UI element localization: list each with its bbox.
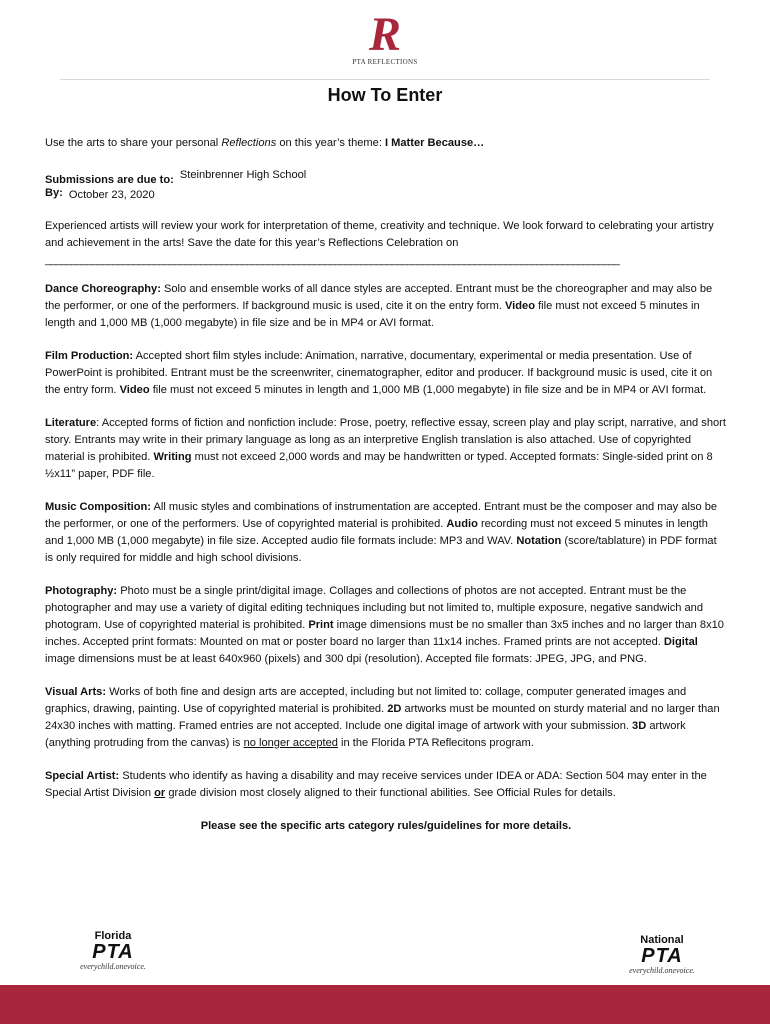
footer-bar (0, 985, 770, 1024)
intro-text: Use the arts to share your personal (45, 137, 222, 149)
intro-text-2: on this year’s theme: (276, 137, 385, 149)
document-body (45, 135, 727, 835)
photography-bold-2: Digital (663, 636, 698, 648)
intro-italic: Reflections (221, 137, 277, 149)
submissions-value: Steinbrenner High School (179, 169, 307, 181)
experienced-paragraph: Experienced artists will review your work for interpretation of theme, creativity and technique. We look forward to celebrating your artistry and achievement in the arts! Save the date for this year’s Reflections Celebration on (45, 220, 714, 249)
fill-in-line: _______________________________________________________________________________________________________________ (45, 254, 619, 266)
florida-pta-mark: PTA (92, 941, 134, 963)
dance-text-2: file must not exceed 5 minutes in length and 1,000 MB (1,000 megabyte) in file size and be in MP4 or AVI format. (45, 300, 700, 329)
film-text-2: file must not exceed 5 minutes in length and 1,000 MB (1,000 megabyte) in file size and be in MP4 or AVI format. (149, 384, 707, 396)
dance-bold: Video (504, 300, 535, 312)
film-bold: Video (119, 384, 150, 396)
photography-section (45, 583, 727, 668)
header-divider (60, 79, 710, 80)
literature-bold: Writing (153, 451, 192, 463)
photography-text: Photo must be a single print/digital image. Collages and collections of photos are not accepted. Entrant must be the photographer and may use a variety of digital editing techniques including but not limited to, multiple exposure, negative sandwich and photogram. Use of copyrighted material is prohibited. (45, 585, 704, 631)
special-artist-text: Students who identify as having a disability and may receive services under IDEA or ADA: Section 504 may enter in the Special Artist Division (45, 770, 707, 799)
special-artist-label: Special Artist: (45, 770, 120, 782)
visual-arts-text-4: in the Florida PTA Reflecitons program. (337, 737, 534, 749)
theme: I Matter Because… (384, 137, 485, 149)
photography-label: Photography: (45, 585, 118, 597)
music-label: Music Composition: (45, 501, 152, 513)
dance-section (45, 281, 727, 332)
florida-pta-state: Florida (94, 930, 132, 942)
visual-arts-text: Works of both fine and design arts are accepted, including but not limited to: collage, computer generated images and graphics, drawing, painting. Use of copyrighted material is prohibited. (45, 686, 687, 715)
due-date-row (45, 185, 727, 202)
reflections-logo-mark: R (368, 8, 401, 61)
music-bold-2: Notation (516, 535, 562, 547)
florida-pta-logo (73, 930, 153, 971)
music-text: All music styles and combinations of instrumentation are accepted. Entrant must be the composer and may also be the performer, or one of the performers. Use of copyrighted material is prohibited. (45, 501, 718, 530)
film-text: Accepted short film styles include: Animation, narrative, documentary, experimental or media presentation. Use of PowerPoint is prohibited. Entrant must be the screenwriter, cinematographer, editor and producer. If background music is used, cite it on the entry form. (45, 350, 713, 396)
visual-arts-section (45, 684, 727, 752)
special-artist-text-2: grade division most closely aligned to their functional abilities. See Official Rules for details. (165, 787, 616, 799)
dance-label: Dance Choreography: (45, 283, 161, 295)
florida-pta-tagline: everychild.onevoice. (80, 962, 146, 971)
dance-text: Solo and ensemble works of all dance styles are accepted. Entrant must be the choreographer and may also be the performer, or one of the performers. If background music is used, cite it on the entry form. (45, 283, 713, 312)
intro-paragraph (45, 135, 727, 152)
visual-arts-text-3: artwork (anything protruding from the canvas) is (45, 720, 686, 749)
national-pta-mark: PTA (641, 945, 683, 967)
page-title: How To Enter (327, 85, 443, 105)
film-label: Film Production: (45, 350, 134, 362)
visual-arts-bold: 2D (387, 703, 402, 715)
closing-note: Please see the specific arts category rules/guidelines for more details. (200, 820, 572, 832)
literature-text-2: must not exceed 2,000 words and may be handwritten or typed. Accepted formats: Single-sided print on 8 ½x11” paper, PDF file. (45, 451, 713, 480)
reflections-logo-text: PTA REFLECTIONS (352, 58, 418, 66)
special-artist-underline: or (154, 787, 166, 799)
reflections-logo (348, 10, 422, 66)
visual-arts-label: Visual Arts: (45, 686, 107, 698)
special-artist-section (45, 768, 727, 802)
submissions-label: Submissions are due to: (45, 174, 174, 186)
music-text-3: (score/tablature) in PDF format is only required for middle and high school divisions. (45, 535, 717, 564)
music-section (45, 499, 727, 567)
visual-arts-underline: no longer accepted (243, 737, 338, 749)
national-pta-logo (622, 934, 702, 975)
national-pta-tagline: everychild.onevoice. (629, 966, 695, 975)
literature-section (45, 415, 727, 483)
film-section (45, 348, 727, 399)
national-pta-state: National (640, 934, 684, 946)
literature-label: Literature (45, 417, 97, 429)
by-value: October 23, 2020 (68, 189, 155, 201)
literature-text: : Accepted forms of fiction and nonfiction include: Prose, poetry, reflective essay, screen play and play script, narrative, and short story. Entrants may write in their primary language as long as an interpretive English translation is also attached. Use of copyrighted material is prohibited. (45, 417, 726, 463)
photography-bold: Print (308, 619, 334, 631)
music-text-2: recording must not exceed 5 minutes in length and 1,000 MB (1,000 megabyte) in file size. Accepted audio file formats include: MP3 and WAV. (45, 518, 708, 547)
visual-arts-bold-2: 3D (632, 720, 647, 732)
photography-text-3: image dimensions must be at least 640x960 (pixels) and 300 dpi (resolution). Accepted file formats: JPEG, JPG, and PNG. (45, 653, 647, 665)
by-label: By: (45, 187, 63, 199)
photography-text-2: image dimensions must be no smaller than 3x5 inches and no larger than 8x10 inches. Accepted print formats: Mounted on mat or poster board no larger than 11x14 inches. Framed prints are not accepted. (45, 619, 724, 648)
visual-arts-text-2: artworks must be mounted on sturdy material and no larger than 24x30 inches with matting. Framed entries are not accepted. Include one digital image of artwork with your submission. (45, 703, 720, 732)
music-bold: Audio (446, 518, 478, 530)
